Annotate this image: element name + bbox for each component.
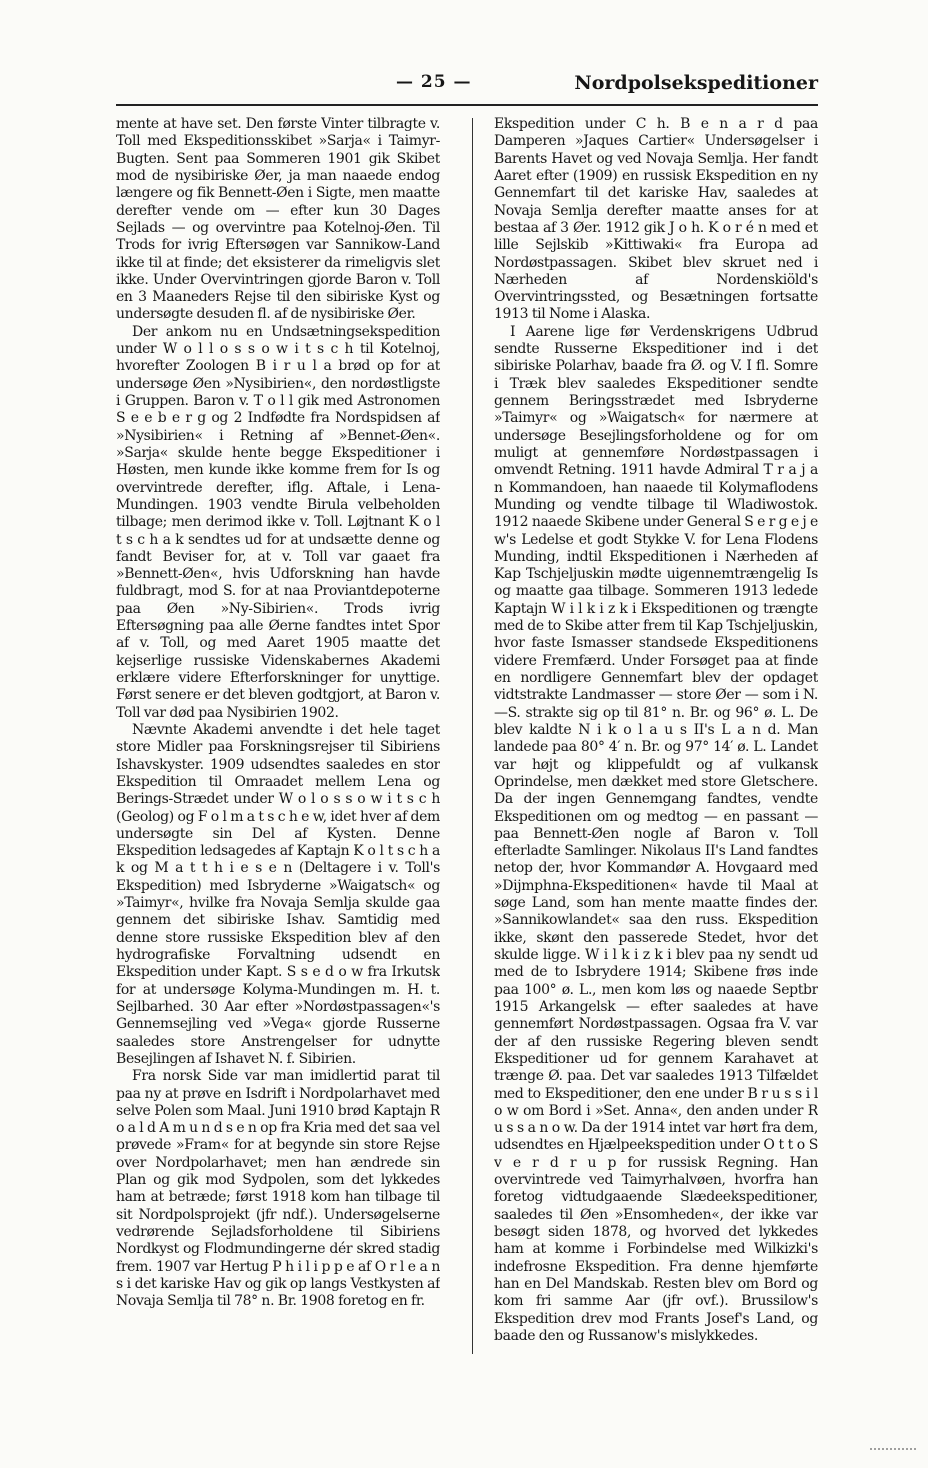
page-number: — 25 — [396, 72, 472, 92]
running-title: Nordpolsekspeditioner [574, 72, 818, 94]
column-divider [472, 118, 473, 1354]
left-column [116, 116, 440, 1354]
paragraph: Fra norsk Side var man imidlertid parat til paa ny at prøve en Isdrift i Nordpolarhavet med selve Polen som Maal. Juni 1910 brød Kaptajn R o a l d A m u n d s e n op fra Kria med det saa vel prøvede »Fram« for at begynde sin store Rejse over Nordpolarhavet; men han ændrede sin Plan og gik mod Sydpolen, som det lykkedes ham at betræde; først 1918 kom han tilbage til sit Nordpolsprojekt (jfr ndf.). Undersøgelserne vedrørende Sejladsforholdene til Sibiriens Nordkyst og Flodmundingerne dér skred stadig frem. 1907 var Hertug P h i l i p p e af O r l e a n s i det kariske Hav og gik op langs Vestkysten af Novaja Semlja til 78° n. Br. 1908 foretog en fr. [116, 1068, 440, 1310]
paragraph: Ekspedition under C h. B e n a r d paa Damperen »Jaques Cartier« Undersøgelser i Barents Havet og ved Novaja Semlja. Her fandt Aaret efter (1909) en russisk Ekspedition en ny Gennemfart til det kariske Hav, saaledes at Novaja Semlja derefter maatte anses for at bestaa af 3 Øer. 1912 gik J o h. K o r é n med et lille Sejlskib »Kittiwaki« fra Europa ad Nordøstpassagen. Skibet blev skruet ned i Nærheden af Nordenskiöld's Overvintringssted, og Besætningen fortsatte 1913 til Nome i Alaska. [494, 116, 818, 323]
scan-artifact [870, 1448, 916, 1454]
page-header [116, 64, 818, 104]
paragraph: Der ankom nu en Undsætningsekspedition under W o l l o s s o w i t s c h til Kotelnoj, hvorefter Zoologen B i r u l a brød op for at undersøge Øen »Nysibirien«, den nordøstligste i Gruppen. Baron v. T o l l gik med Astronomen S e e b e r g og 2 Indfødte fra Nordspidsen af »Nysibirien« i Retning af »Bennet-Øen«. »Sarja« skulde hente begge Ekspeditioner i Høsten, men kunde ikke komme frem for Is og overvintrede derefter, iflg. Aftale, i Lena-Mundingen. 1903 vendte Birula velbeholden tilbage; men derimod ikke v. Toll. Løjtnant K o l t s c h a k sendtes ud for at undsætte denne og fandt Beviser for, at v. Toll var gaaet fra »Bennett-Øen«, hvis Udforskning han havde fuldbragt, mod S. for at naa Proviantdepoterne paa Øen »Ny-Sibirien«. Trods ivrig Eftersøgning paa alle Øerne fandtes intet Spor af v. Toll, og med Aaret 1905 maatte det kejserlige russiske Videnskabernes Akademi erklære videre Efterforskninger for unyttige. Først senere er det bleven godtgjort, at Baron v. Toll var død paa Nysibirien 1902. [116, 323, 440, 721]
paragraph: I Aarene lige før Verdenskrigens Udbrud sendte Russerne Ekspeditioner ind i det sibiriske Polarhav, baade fra Ø. og V. I fl. Somre i Træk blev saaledes Ekspeditioner sendte gennem Beringsstrædet med Isbryderne »Taimyr« og »Waigatsch« for nærmere at undersøge Besejlingsforholdene og for om muligt at gennemføre Nordøstpassagen i omvendt Retning. 1911 havde Admiral T r a j a n Kommandoen, han naaede til Kolymaflodens Munding og vendte tilbage til Wladiwostok. 1912 naaede Skibene under General S e r g e j e w's Ledelse et godt Stykke V. for Lena Flodens Munding, indtil Ekspeditionen i Nærheden af Kap Tschjeljuskin mødte uigennemtrængelig Is og maatte gaa tilbage. Sommeren 1913 ledede Kaptajn W i l k i z k i Ekspeditionen og trængte med de to Skibe atter frem til Kap Tschjeljuskin, hvor faste Ismasser standsede Ekspeditionens videre Fremfærd. Under Forsøget paa at finde en nordligere Gennemfart blev der opdaget vidtstrakte Landmasser — store Øer — som i N.—S. strakte sig op til 81° n. Br. og 96° ø. L. De blev kaldte N i k o l a u s II's L a n d. Man landede paa 80° 4′ n. Br. og 97° 14′ ø. L. Landet var højt og klippefuldt og af vulkansk Oprindelse, men dækket med store Gletschere. Da der ingen Gennemgang fandtes, vendte Ekspeditionen om og medtog — en passant — paa Bennett-Øen nogle af Baron v. Toll efterladte Samlinger. Nikolaus II's Land fandtes netop der, hvor Kommandør A. Hovgaard med »Dijmphna-Ekspeditionen« havde til Maal at søge Land, som han mente maatte findes der. »Sannikowlandet« saa den russ. Ekspedition ikke, skønt den passerede Stedet, hvor det skulde ligge. W i l k i z k i blev paa ny sendt ud med de to Isbrydere 1914; Skibene frøs inde paa 100° ø. L., men kom løs og naaede Septbr 1915 Arkangelsk — efter saaledes at have gennemført Nordøstpassagen. Ogsaa fra V. var der af den russiske Regering bleven sendt Ekspeditioner ud for gennem Karahavet at trænge Ø. paa. Det var saaledes 1913 Tilfældet med to Ekspeditioner, den ene under B r u s s i l o w om Bord i »Set. Anna«, den anden under R u s s a n o w. Da der 1914 intet var hørt fra dem, udsendtes en Hjælpeekspedition under O t t o S v e r d r u p for russisk Regning. Han overvintrede ved Taimyrhalvøen, hvorfra han foretog vidtudgaaende Slædeekspeditioner, saaledes til Øen »Ensomheden«, der ikke var besøgt siden 1878, og hvorved det lykkedes ham at komme i Forbindelse med Wilkizki's indefrosne Ekspedition. Fra denne hjemførte han en Del Mandskab. Resten blev om Bord og kom fri samme Aar (jfr ovf.). Brussilow's Ekspedition drev mod Frants Josef's Land, og baade den og Russanow's mislykkedes. [494, 323, 818, 1344]
paragraph: mente at have set. Den første Vinter tilbragte v. Toll med Ekspeditionsskibet »Sarja« i Taimyr-Bugten. Sent paa Sommeren 1901 gik Skibet mod de nysibiriske Øer, ja man naaede endog længere og fik Bennett-Øen i Sigte, men maatte derefter vende om — efter kun 30 Dages Sejlads — og overvintre paa Kotelnoj-Øen. Til Trods for ivrig Eftersøgen var Sannikow-Land ikke til at finde; det eksisterer da rimeligvis slet ikke. Under Overvintringen gjorde Baron v. Toll en 3 Maaneders Rejse til den sibiriske Kyst og undersøgte desuden fl. af de nysibiriske Øer. [116, 116, 440, 323]
paragraph: Nævnte Akademi anvendte i det hele taget store Midler paa Forskningsrejser til Sibiriens Ishavskyster. 1909 udsendtes saaledes en stor Ekspedition til Omraadet mellem Lena og Berings-Strædet under W o l o s s o w i t s c h (Geolog) og F o l m a t s c h e w, idet hver af dem undersøgte sin Del af Kysten. Denne Ekspedition ledsagedes af Kaptajn K o l t s c h a k og M a t t h i e s e n (Deltagere i v. Toll's Ekspedition) med Isbryderne »Waigatsch« og »Taimyr«, hvilke fra Novaja Semlja skulde gaa gennem det sibiriske Ishav. Samtidig med denne store russiske Ekspedition blev af den hydrografiske Forvaltning udsendt en Ekspedition under Kapt. S s e d o w fra Irkutsk for at undersøge Kolyma-Mundingen m. H. t. Sejlbarhed. 30 Aar efter »Nordøstpassagen«'s Gennemsejling ved »Vega« gjorde Russerne saaledes store Anstrengelser for udnytte Besejlingen af Ishavet N. f. Sibirien. [116, 721, 440, 1067]
right-column [494, 116, 818, 1354]
header-rule [116, 104, 818, 106]
